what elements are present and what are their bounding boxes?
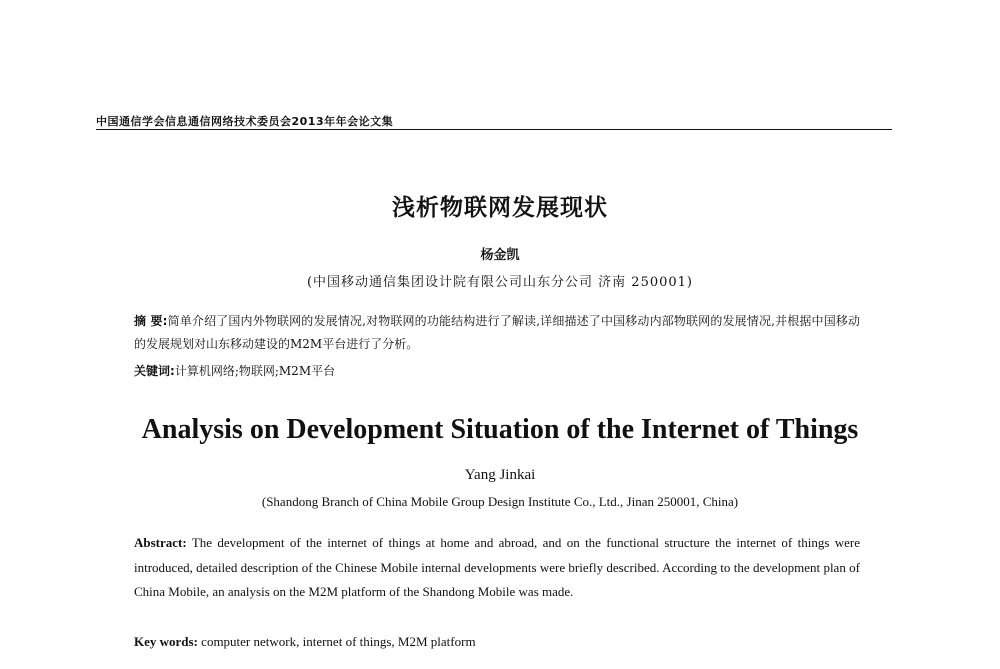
running-header: 中国通信学会信息通信网络技术委员会2013年年会论文集 <box>96 115 394 128</box>
chinese-keywords-label: 关键词: <box>134 364 175 378</box>
header-rule <box>96 129 892 130</box>
chinese-author: 杨金凯 <box>480 248 520 263</box>
english-keywords <box>134 632 860 652</box>
chinese-title: 浅析物联网发展现状 <box>392 195 608 221</box>
english-abstract-text: The development of the internet of things at home and abroad, and on the functional structure the internet of things were introduced, detailed description of the Chinese Mobile internal developments were briefly described. According to the development plan of China Mobile, an analysis on the M2M platform of the Shandong Mobile was made. <box>134 535 860 599</box>
chinese-abstract-label: 摘 要: <box>134 314 168 328</box>
chinese-keywords-text: 计算机网络;物联网;M2M平台 <box>174 364 336 378</box>
chinese-keywords <box>134 361 860 381</box>
english-title: Analysis on Development Situation of the Internet of Things <box>141 414 859 445</box>
chinese-abstract <box>134 310 860 356</box>
english-affiliation: (Shandong Branch of China Mobile Group Design Institute Co., Ltd., Jinan 250001, China) <box>261 494 739 509</box>
english-abstract-label: Abstract: <box>134 535 187 550</box>
english-keywords-text: computer network, internet of things, M2M platform <box>201 634 476 649</box>
english-keywords-label: Key words: <box>134 634 198 649</box>
chinese-affiliation: (中国移动通信集团设计院有限公司山东分公司 济南 250001) <box>306 275 694 290</box>
english-abstract <box>134 531 860 605</box>
english-author: Yang Jinkai <box>464 467 536 483</box>
chinese-abstract-text: 简单介绍了国内外物联网的发展情况,对物联网的功能结构进行了解读,详细描述了中国移动内部物联网的发展情况,并根据中国移动的发展规划对山东移动建设的M2M平台进行了分析。 <box>134 314 861 351</box>
